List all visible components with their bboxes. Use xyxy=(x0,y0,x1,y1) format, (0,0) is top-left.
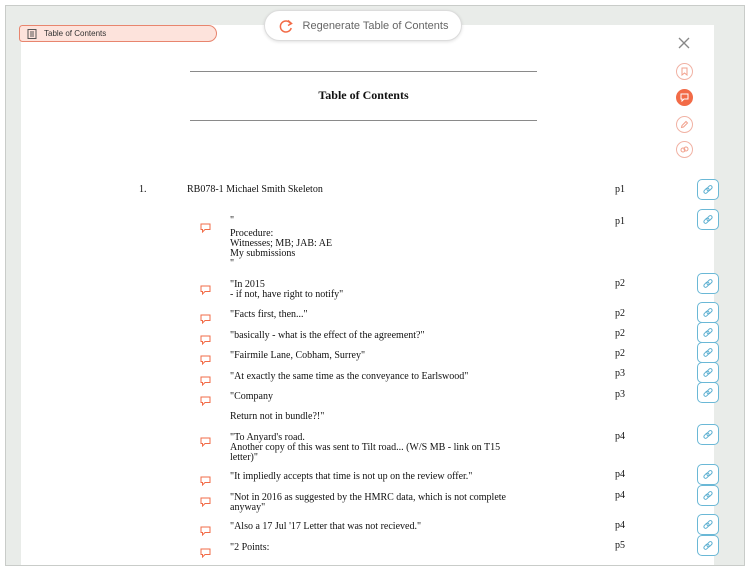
comment-page: p2 xyxy=(615,278,625,289)
link-icon xyxy=(702,214,714,226)
link-icon xyxy=(702,490,714,502)
comment-page: p4 xyxy=(615,490,625,501)
comment-line: "Company xyxy=(230,391,273,402)
link-icon xyxy=(702,327,714,339)
comment-page: p4 xyxy=(615,431,625,442)
comment-icon xyxy=(200,494,211,504)
comment-line: "Fairmile Lane, Cobham, Surrey" xyxy=(230,350,366,361)
comment-line: "Not in 2016 as suggested by the HMRC data, which is not complete xyxy=(230,492,506,503)
link-button[interactable] xyxy=(697,342,719,363)
comment-line: "Facts first, then..." xyxy=(230,309,308,320)
link-icon xyxy=(702,278,714,290)
close-icon[interactable] xyxy=(676,35,692,51)
link-button[interactable] xyxy=(697,302,719,323)
comment-page: p2 xyxy=(615,348,625,359)
link-button[interactable] xyxy=(697,273,719,294)
link-button[interactable] xyxy=(697,514,719,535)
link-filter-icon[interactable] xyxy=(676,141,693,158)
comment-page: p4 xyxy=(615,520,625,531)
comment-line: Another copy of this was sent to Tilt road... (W/S MB - link on T15 xyxy=(230,442,501,453)
comment-icon xyxy=(200,311,211,321)
comment-icon xyxy=(200,545,211,555)
comment-line: "2 Points: xyxy=(230,542,270,553)
comment-line: letter)" xyxy=(230,452,258,463)
comment-icon xyxy=(200,352,211,362)
link-icon xyxy=(702,347,714,359)
link-button[interactable] xyxy=(697,464,719,485)
document-icon xyxy=(27,28,39,40)
comment-page: p5 xyxy=(615,540,625,551)
link-icon xyxy=(702,469,714,481)
comment-line: " xyxy=(230,215,235,226)
link-button[interactable] xyxy=(697,209,719,230)
bookmark-icon[interactable] xyxy=(676,63,693,80)
link-button[interactable] xyxy=(697,362,719,383)
toc-page xyxy=(21,25,714,565)
comment-page: p3 xyxy=(615,368,625,379)
comment-line: My submissions xyxy=(230,248,296,259)
comment-line: Return not in bundle?!" xyxy=(230,411,325,422)
toc-tab-label: Table of Contents xyxy=(44,29,107,38)
link-icon xyxy=(702,367,714,379)
comment-line: - if not, have right to notify" xyxy=(230,289,344,300)
comment-page: p1 xyxy=(615,216,625,227)
comment-icon xyxy=(200,473,211,483)
comment-icon xyxy=(200,393,211,403)
comment-icon xyxy=(200,523,211,533)
toc-title: Table of Contents xyxy=(318,88,409,102)
link-icon xyxy=(702,387,714,399)
pen-icon[interactable] xyxy=(676,116,693,133)
comment-icon xyxy=(200,434,211,444)
regenerate-label: Regenerate Table of Contents xyxy=(302,19,449,32)
link-icon xyxy=(702,307,714,319)
comment-line: "At exactly the same time as the conveyance to Earlswood" xyxy=(230,371,469,382)
comment-line: "To Anyard's road. xyxy=(230,432,305,443)
comment-icon xyxy=(200,373,211,383)
title-rule-top xyxy=(190,71,537,72)
comment-line: "It impliedly accepts that time is not up on the review offer." xyxy=(230,471,473,482)
link-icon xyxy=(702,540,714,552)
toc-tab[interactable] xyxy=(19,25,217,42)
entry-number: 1. xyxy=(139,184,147,195)
comment-page: p3 xyxy=(615,389,625,400)
link-button[interactable] xyxy=(697,179,719,200)
comment-icon xyxy=(200,332,211,342)
entry-title[interactable]: RB078-1 Michael Smith Skeleton xyxy=(187,184,323,195)
link-button[interactable] xyxy=(697,424,719,445)
link-button[interactable] xyxy=(697,485,719,506)
comment-line: " xyxy=(230,258,235,269)
refresh-icon xyxy=(278,18,294,34)
comment-line: "basically - what is the effect of the agreement?" xyxy=(230,330,425,341)
comment-line: Procedure: xyxy=(230,228,274,239)
link-icon xyxy=(702,519,714,531)
link-button[interactable] xyxy=(697,322,719,343)
comment-line: anyway" xyxy=(230,502,266,513)
comment-filter-icon[interactable] xyxy=(676,89,693,106)
link-icon xyxy=(702,184,714,196)
comment-page: p2 xyxy=(615,328,625,339)
comment-line: "In 2015 xyxy=(230,279,265,290)
link-icon xyxy=(702,429,714,441)
regenerate-toc-button[interactable] xyxy=(264,10,462,41)
comment-line: Witnesses; MB; JAB: AE xyxy=(230,238,333,249)
comment-page: p2 xyxy=(615,308,625,319)
comment-page: p4 xyxy=(615,469,625,480)
link-button[interactable] xyxy=(697,535,719,556)
link-button[interactable] xyxy=(697,382,719,403)
title-rule-bottom xyxy=(190,120,537,121)
comment-icon xyxy=(200,282,211,292)
comment-line: "Also a 17 Jul '17 Letter that was not recieved." xyxy=(230,521,422,532)
entry-page: p1 xyxy=(615,184,625,195)
comment-icon xyxy=(200,220,211,230)
